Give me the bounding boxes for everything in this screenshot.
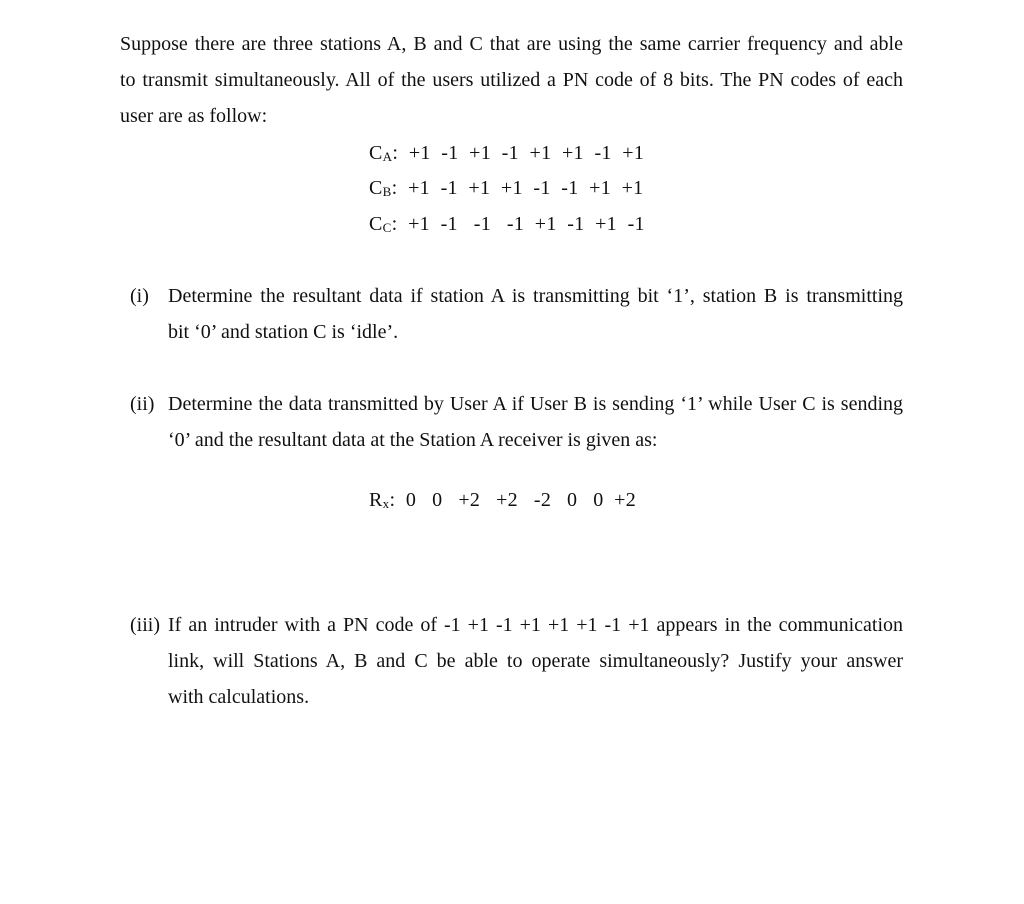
rx-data [369, 488, 636, 514]
question-2-line-1: Determine the data transmitted by User A if User B is sending ‘1’ while User C is sending [168, 393, 903, 415]
pn-code-c [369, 212, 645, 238]
intro-line-3: user are as follow: [120, 105, 268, 127]
question-2-line-2: ‘0’ and the resultant data at the Station A receiver is given as: [168, 429, 658, 451]
pn-code-b [369, 176, 643, 202]
pn-code-c-bits: +1 -1 -1 -1 +1 -1 +1 -1 [408, 213, 645, 235]
question-1-line-1: Determine the resultant data if station A is transmitting bit ‘1’, station B is transmitting [168, 285, 903, 307]
pn-code-c-label: $C_C$: [369, 213, 398, 235]
question-3-line-1: If an intruder with a PN code of -1 +1 -1 +1 +1 +1 -1 +1 appears in the communication [168, 614, 903, 636]
pn-code-a-label: $C_A$: [369, 142, 399, 164]
pn-code-a-bits: +1 -1 +1 -1 +1 +1 -1 +1 [408, 142, 645, 164]
question-3-line-3: with calculations. [168, 686, 310, 708]
pn-code-b-bits: +1 -1 +1 +1 -1 -1 +1 +1 [408, 177, 644, 199]
pn-code-b-label: $C_B$: [369, 177, 398, 199]
rx-label: $R_x$: [369, 489, 396, 511]
intro-line-1: Suppose there are three stations A, B and C that are using the same carrier frequency and able [120, 33, 903, 55]
intro-line-2: to transmit simultaneously. All of the users utilized a PN code of 8 bits. The PN codes of each [120, 69, 903, 91]
question-1-marker: (i) [130, 285, 149, 307]
question-1-line-2: bit ‘0’ and station C is ‘idle’. [168, 321, 399, 343]
rx-bits: 0 0 +2 +2 -2 0 0 +2 [405, 489, 637, 511]
question-3-marker: (iii) [130, 614, 160, 636]
pn-code-a [369, 141, 644, 167]
question-2-marker: (ii) [130, 393, 155, 415]
question-3-line-2: link, will Stations A, B and C be able to operate simultaneously? Justify your answer [168, 650, 903, 672]
